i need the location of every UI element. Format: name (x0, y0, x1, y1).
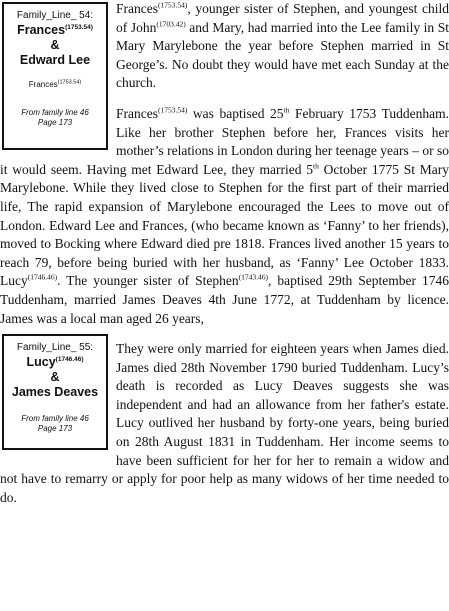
spouse-name: Edward Lee (19, 53, 91, 67)
child-name: Frances$^{(1753.54)}$ (28, 79, 82, 89)
reference-page: Page 173 (37, 424, 73, 434)
family-line-label: Family_Line_ 55: (16, 342, 94, 354)
person-name: Frances$^{(1753.54)}$ (17, 23, 93, 37)
paragraph-frances-intro: Frances$^{(1753.54)}$, younger sister of Stephen, and youngest child of John$^{(1703.42)}$ and Mary, had married into the Lee family in St Mary Marylebone the year before Stephen married in St George’s. No doubt they would have met each Sunday at the church. (116, 0, 449, 91)
reference-page: Page 173 (37, 118, 73, 127)
reference-line: From family line 46 (21, 414, 89, 424)
paragraph-frances-lucy: Frances$^{(1753.54)}$ was baptised 25th February 1753 Tuddenham. Like her brother Stephen before her, Frances visits her mother’s relations in London during her teenage years – or so it would seem. Having met Edward Lee, they married 5th October 1775 St Mary Marylebone. While they lived close to Stephen for the first part of their married life, The rapid expansion of Marylebone encouraged the Lees to move out of London. Edward Lee and Frances, (who became known as ‘Fanny’ to her friends), moved to Bocking where Edward died pre 1818. Frances lived another 15 years to reach 79, before being buried with her husband, as ‘Fanny’ Lee October 1833. Lucy$^{(1746.46)}$. The younger sister of Stephen$^{(1743.46)}$, baptised 29th September 1746 Tuddenham, married James Deaves 4th June 1772, at Tuddenham by licence. James was a local man aged 26 years, (0, 105, 449, 326)
spouse-name: James Deaves (11, 385, 99, 400)
paragraph-lucy: They were only married for eighteen years when James died. James died 28th November 1790 buried Tuddenham. Lucy’s death is recorded as Lucy Deaves suggests she was independent and had an allowance from her father's estate. Lucy outlived her husband by forty-one years, being buried on 28th August 1831 in Tuddenham. Her income seems to have been sufficient for her for her to remain a widow and not have to remarry or apply for poor help as many widows of her time needed to do. (0, 341, 449, 505)
family-line-box-lucy (2, 334, 108, 450)
reference-line: From family line 46 (21, 108, 89, 117)
family-line-label: Family_Line_ 54: (16, 10, 94, 21)
ampersand: & (50, 370, 60, 385)
person-name: Lucy$^{(1746.46)}$ (26, 355, 84, 370)
ampersand: & (50, 38, 60, 52)
family-line-box-frances (2, 2, 108, 150)
